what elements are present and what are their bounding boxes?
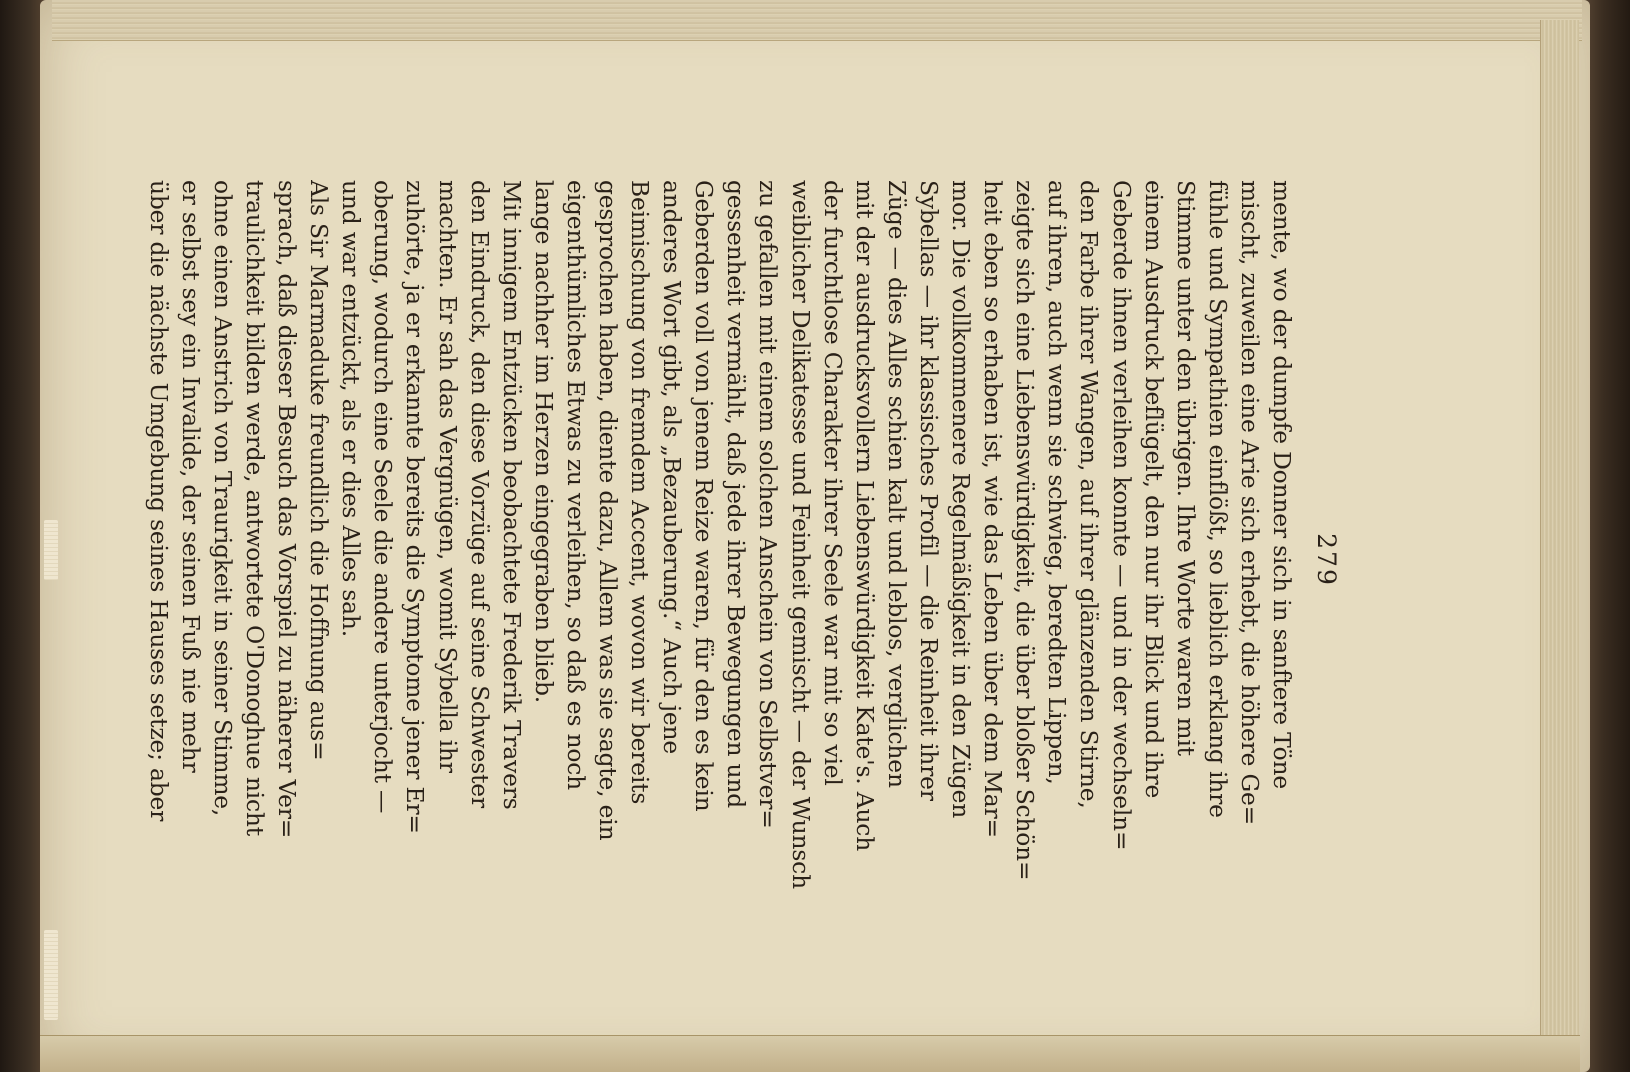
text-line: Beimischung von fremdem Accent, wovon wir bereits <box>626 180 655 805</box>
rotated-page-content <box>140 180 1350 940</box>
text-lines <box>143 180 1298 940</box>
text-line: Stimme unter den übrigen. Ihre Worte waren mit <box>1171 180 1200 756</box>
text-line: zuhörte, ja er erkannte bereits die Symptome jener Er= <box>401 180 430 834</box>
text-line: Als Sir Marmaduke freundlich die Hoffnung aus= <box>305 180 334 761</box>
text-line: Mit innigem Entzücken beobachtete Frederik Travers <box>497 180 526 810</box>
page-text-area <box>140 180 1350 940</box>
text-line: er selbst sey ein Invalide, der seinen Fuß nie mehr <box>176 180 205 773</box>
text-line: eigenthümliches Etwas zu verleihen, so daß es noch <box>561 180 590 791</box>
text-line: und war entzückt, als er dies Alles sah. <box>337 180 366 638</box>
text-line: der furchtlose Charakter ihrer Seele war mit so viel <box>818 180 847 786</box>
text-line: sprach, daß dieser Besuch das Vorspiel zu näherer Ver= <box>273 180 302 839</box>
text-line: Sybellas — ihr klassisches Profil — die Reinheit ihrer <box>914 180 943 801</box>
page-bottom-edge <box>40 1035 1580 1072</box>
text-line: einem Ausdruck beflügelt, den nur ihr Blick und ihre <box>1139 180 1168 799</box>
text-line: gessenheit vermählt, daß jede ihrer Bewegungen und <box>722 180 751 809</box>
text-line: Züge — dies Alles schien kalt und leblos, verglichen <box>882 180 911 788</box>
page-stack-right-edge <box>1540 20 1579 1060</box>
text-line: zu gefallen mit einem solchen Anschein von Selbstver= <box>754 180 783 829</box>
text-line: über die nächste Umgebung seines Hauses setze; aber <box>144 180 173 822</box>
text-line: anderes Wort gibt, als „Bezauberung.“ Auch jene <box>658 180 687 754</box>
text-line: Geberde ihnen verleihen konnte — und in der wechseln= <box>1107 180 1136 851</box>
binding-thread <box>44 520 58 580</box>
text-line: den Eindruck, den diese Vorzüge auf seine Schwester <box>465 180 494 808</box>
text-line: den Farbe ihrer Wangen, auf ihrer glänzenden Stirne, <box>1075 180 1104 809</box>
text-line: weiblicher Delikatesse und Feinheit gemischt — der Wunsch <box>786 180 815 889</box>
text-line: traulichkeit bilden werde, antwortete O'Donoghue nicht <box>241 180 269 836</box>
text-line: mischt, zuweilen eine Arie sich erhebt, die höhere Ge= <box>1235 180 1264 825</box>
text-line: mor. Die vollkommenere Regelmäßigkeit in den Zügen <box>947 180 976 819</box>
text-line: ohne einen Anstrich von Traurigkeit in seiner Stimme, <box>208 180 237 817</box>
text-line: machten. Er sah das Vergnügen, womit Sybella ihr <box>433 180 462 773</box>
text-line: lange nachher im Herzen eingegraben blieb. <box>529 180 558 704</box>
page-number: 279 <box>1312 533 1341 587</box>
text-line: auf ihren, auch wenn sie schwieg, beredten Lippen, <box>1043 180 1072 785</box>
text-line: gesprochen haben, diente dazu, Allem was sie sagte, ein <box>594 180 623 841</box>
text-line: zeigte sich eine Liebenswürdigkeit, die über bloßer Schön= <box>1011 180 1040 881</box>
text-line: mente, wo der dumpfe Donner sich in sanftere Töne <box>1268 180 1296 790</box>
text-line: mit der ausdrucksvollern Liebenswürdigkeit Kate's. Auch <box>850 180 879 852</box>
binding-thread <box>44 930 58 1020</box>
text-line: heit eben so erhaben ist, wie das Leben über dem Mar= <box>979 180 1008 838</box>
text-line: fühle und Sympathien einflößt, so lieblich erklang ihre <box>1203 180 1232 818</box>
page-stack-top-edge <box>52 0 1582 41</box>
text-line: oberung, wodurch eine Seele die andere unterjocht — <box>369 180 398 814</box>
text-line: Geberden voll von jenem Reize waren, für den es kein <box>690 180 719 812</box>
